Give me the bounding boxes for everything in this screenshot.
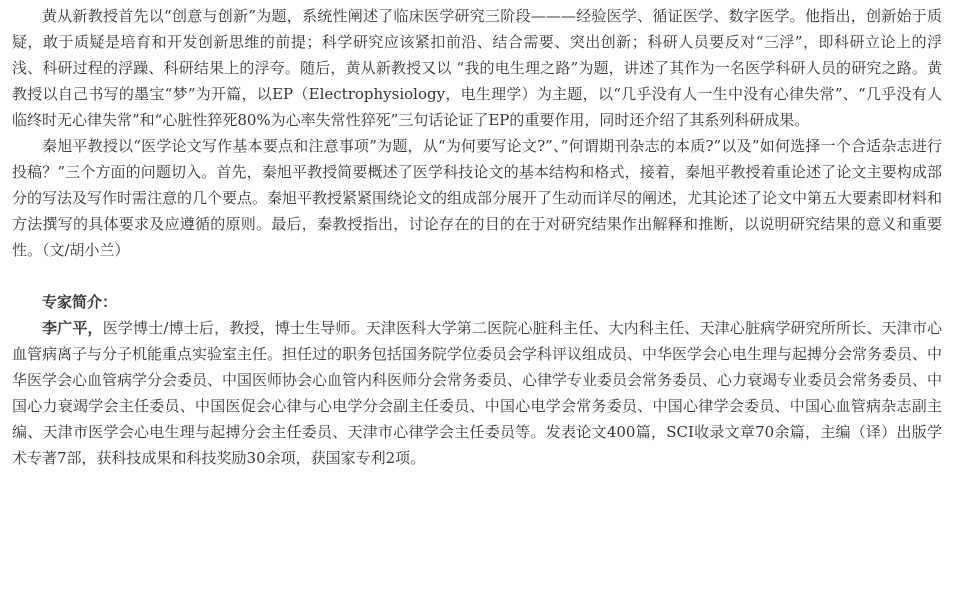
article-body (12, 3, 942, 471)
expert-bio-text: 医学博士/博士后，教授，博士生导师。天津医科大学第二医院心脏科主任、大内科主任、天津心脏病学研究所所长、天津市心血管病离子与分子机能重点实验室主任。担任过的职务包括国务院学位委员会学科评议组成员、中华医学会心电生理与起搏分会常务委员、中华医学会心血管病学分会委员、中国医师协会心血管内科医师分会常务委员、心律学专业委员会常务委员、心力衰竭专业委员会常务委员、中国心力衰竭学会主任委员、中国医促会心律与心电学分会副主任委员、中国心电学会常务委员、中国心律学会委员、中国心血管病杂志副主编、天津市医学会心电生理与起搏分会主任委员、天津市心律学会主任委员等。发表论文400篇，SCI收录文章70余篇，主编（译）出版学术专著7部，获科技成果和科技奖励30余项，获国家专利2项。 (12, 319, 943, 467)
expert-intro-heading: 专家简介： (42, 293, 118, 311)
article-paragraph-qin: 秦旭平教授以“医学论文写作基本要点和注意事项”为题，从“为何要写论文?”、”何谓期刊杂志的本质?”以及”如何选择一个合适杂志进行投稿？”三个方面的问题切入。首先，秦旭平教授简要概述了医学科技论文的基本结构和格式，接着，秦旭平教授着重论述了论文主要构成部分的写法及写作时需注意的几个要点。秦旭平教授紧紧围绕论文的组成部分展开了生动而详尽的阐述，尤其论述了论文中第五大要素即材料和方法撰写的具体要求及应遵循的原则。最后，秦教授指出，讨论存在的目的在于对研究结果作出解释和推断，以说明研究结果的意义和重要性。（文/胡小兰） (12, 137, 943, 259)
article-paragraph-huang: 黄从新教授首先以“创意与创新”为题，系统性阐述了临床医学研究三阶段———经验医学、循证医学、数字医学。他指出，创新始于质疑，敢于质疑是培育和开发创新思维的前提；科学研究应该紧扣前沿、结合需要、突出创新；科研人员要反对“三浮”，即科研立论上的浮浅、科研过程的浮躁、科研结果上的浮夸。随后，黄从新教授又以 “我的电生理之路”为题，讲述了其作为一名医学科研人员的研究之路。黄教授以自己书写的墨宝“梦”为开篇，以EP（Electrophysiology，电生理学）为主题，以“几乎没有人一生中没有心律失常”、“几乎没有人临终时无心律失常”和“心脏性猝死80%为心率失常性猝死”三句话论证了EP的重要作用，同时还介绍了其系列科研成果。 (12, 7, 942, 129)
expert-name: 李广平， (42, 319, 103, 337)
paragraph-spacer (12, 263, 942, 289)
expert-bio-paragraph (12, 315, 942, 471)
